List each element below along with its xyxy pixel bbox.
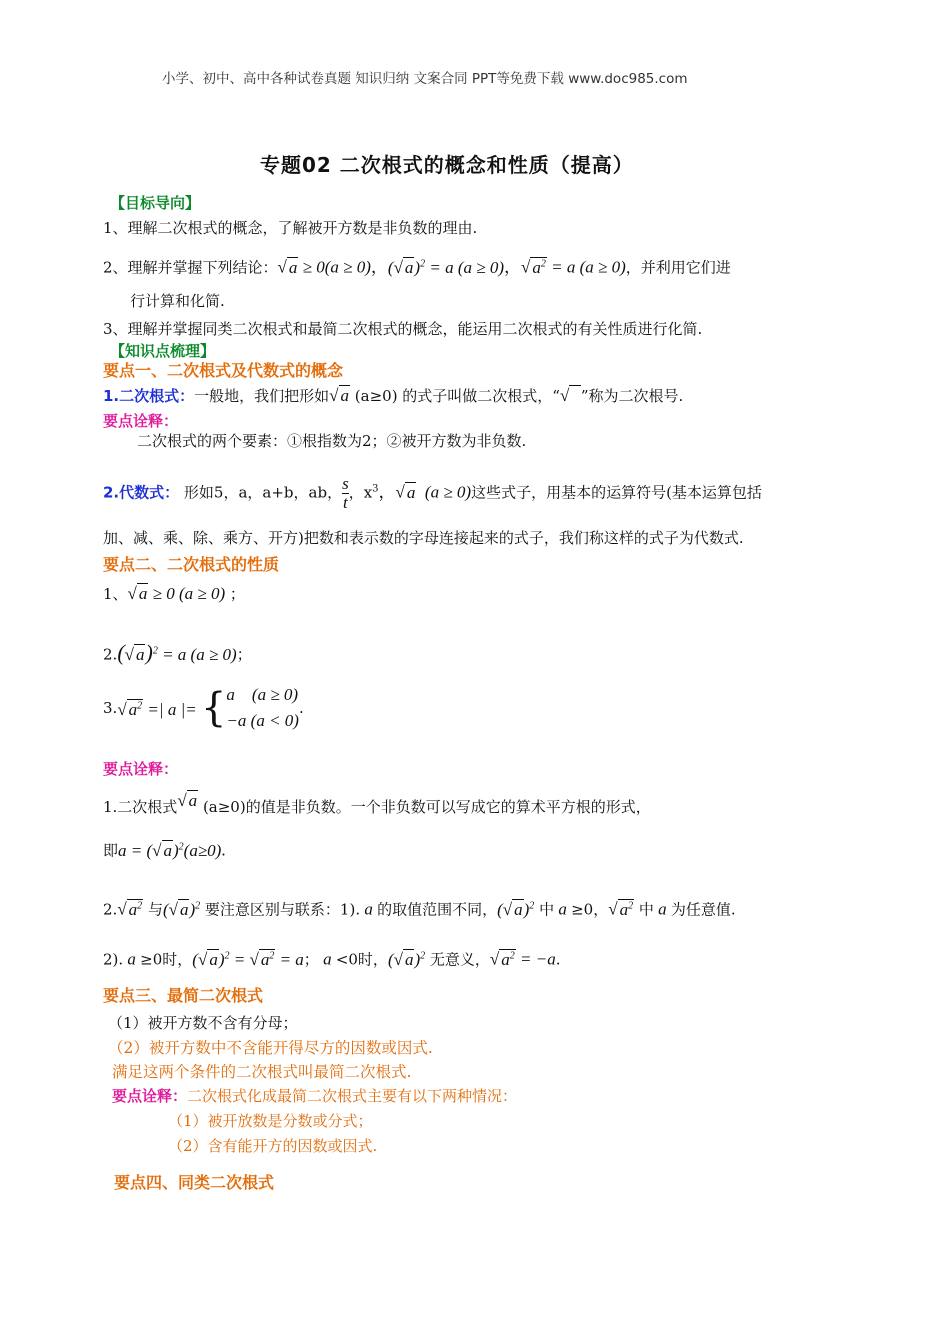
formula-sqrt-a-raised: √ a xyxy=(177,791,198,810)
situation-1: （1）被开放数是分数或分式； xyxy=(168,1112,373,1130)
explanation-3-text-c: ； xyxy=(303,950,319,969)
property-1 xyxy=(103,583,245,605)
section-2-heading: 要点二、二次根式的性质 xyxy=(103,555,280,574)
formula-fraction-s-over-t: $\frac{s}{t}$ xyxy=(342,474,349,512)
goal-3: 3、理解并掌握同类二次根式和最简二次根式的概念，能运用二次根式的有关性质进行化简. xyxy=(103,320,703,338)
definition-radical xyxy=(103,385,683,407)
knowledge-heading: 【知识点梳理】 xyxy=(110,342,216,360)
formula-sqrt-a: √ a xyxy=(329,386,349,405)
formula-a-as-square: a = (√ a)$^2$(a≥0) xyxy=(118,840,222,860)
formula-paren-sqrt-a-squared: (√ a)$^2$ xyxy=(162,899,201,919)
explanation-2-text-h: 为任意值. xyxy=(670,900,736,919)
section-2-note-label: 要点诠释： xyxy=(103,760,179,778)
definition-algebraic-text-a: 形如5，a，a+b，ab， xyxy=(183,483,343,502)
situation-2: （2）含有能开方的因数或因式. xyxy=(168,1137,378,1155)
explanation-3: 2). a ≥0时，(√ a)$^2$ = √ $a^2 = a$； a <0时，(√ a)$^2$ 无意义，√ $a^2 = -a$. xyxy=(103,949,561,969)
formula-property-3-cases: a (a ≥ 0) −a (a < 0) xyxy=(226,685,299,730)
definition-algebraic-label: 2.代数式： xyxy=(103,483,180,502)
explanation-1 xyxy=(103,788,651,820)
definition-radical-label: 1.二次根式： xyxy=(103,387,195,405)
explanation-2-text-a: 2. xyxy=(103,900,118,919)
formula-property-3-lhs: √ $a^2$ =| a |= xyxy=(117,699,201,719)
goal-2: 2、理解并掌握下列结论：√ a ≥ 0(a ≥ 0)，(√ a)$^2$ = a (a ≥ 0)，√ $a^2 = a$ (a ≥ 0)，并利用它们进 xyxy=(103,257,731,277)
formula-case-nonneg: (√ a)$^2$ = √ $a^2 = a$ xyxy=(192,949,304,969)
section-4-heading: 要点四、同类二次根式 xyxy=(114,1173,275,1192)
condition-1: （1）被开方数不含有分母； xyxy=(108,1014,298,1032)
goal-2-suffix: ，并利用它们进 xyxy=(625,258,731,277)
property-1-number: 1、 xyxy=(103,585,128,603)
property-3-end: . xyxy=(298,699,304,717)
page-header: 小学、初中、高中各种试卷真题 知识归纳 文案合同 PPT等免费下载 www.doc985.com xyxy=(162,71,688,87)
section-1-note-label: 要点诠释： xyxy=(103,412,179,430)
property-3-number: 3. xyxy=(103,699,118,717)
explanation-1-text-b: (a≥0)的值是非负数。一个非负数可以写成它的算术平方根的形式， xyxy=(202,798,651,816)
section-1-heading: 要点一、二次根式及代数式的概念 xyxy=(103,361,344,380)
explanation-2-text-g: 中 xyxy=(638,900,654,919)
section-3-note-label: 要点诠释： xyxy=(112,1087,188,1105)
property-2-number: 2. xyxy=(103,645,118,664)
condition-2: （2）被开方数中不含能开得尽方的因数或因式. xyxy=(108,1039,433,1057)
section-3-note-text: 二次根式化成最简二次根式主要有以下两种情况： xyxy=(187,1087,518,1105)
formula-sqrt-of-square: √ $a^2 = a$ (a ≥ 0) xyxy=(520,257,626,277)
definition-algebraic-text-b: ，x xyxy=(348,483,373,502)
explanation-3-text-b: ≥0时， xyxy=(140,950,193,969)
goal-2-continued: 行计算和化简. xyxy=(130,292,225,310)
explanation-1-text-c: 即 xyxy=(103,841,119,860)
explanation-2-text-d: 的取值范围不同， xyxy=(377,900,498,919)
formula-sqrt-a-condition: √ a (a ≥ 0) xyxy=(395,482,472,502)
property-2-end: ； xyxy=(236,645,252,664)
section-3-heading: 要点三、最简二次根式 xyxy=(103,986,264,1005)
cases-brace: { xyxy=(200,685,227,731)
explanation-2: 2.√ $a^2$ 与(√ a)$^2$ 要注意区别与联系：1). a 的取值范围不同，(√ a)$^2$ 中 a ≥0，√ $a^2$ 中 a 为任意值. xyxy=(103,899,736,919)
condition-summary: 满足这两个条件的二次根式叫最简二次根式. xyxy=(112,1063,412,1081)
goal-1: 1、理解二次根式的概念，了解被开方数是非负数的理由. xyxy=(103,219,478,237)
explanation-3-text-e: 无意义， xyxy=(429,950,490,969)
definition-radical-text-c: ”称为二次根号. xyxy=(580,387,684,405)
formula-property-1: √ a ≥ 0 (a ≥ 0) xyxy=(127,584,226,603)
definition-radical-text-b: (a≥0) 的式子叫做二次根式，“ xyxy=(354,387,560,405)
section-1-note-text: 二次根式的两个要素：①根指数为2；②被开方数为非负数. xyxy=(137,432,527,450)
definition-algebraic-continued: 加、减、乘、除、乘方、开方)把数和表示数的字母连接起来的式子，我们称这样的式子为代数式. xyxy=(103,529,744,547)
explanation-1-formula-line: 即a = (√ a)$^2$(a≥0). xyxy=(103,840,226,860)
explanation-1-text-a: 1.二次根式 xyxy=(103,798,178,816)
formula-case-neg-undefined: (√ a)$^2$ xyxy=(387,949,426,969)
explanation-3-text-a: 2). xyxy=(103,950,124,969)
formula-sqrt-a-squared: √ $a^2$ xyxy=(117,899,143,919)
property-1-end: ； xyxy=(229,585,245,603)
page-title: 专题02 二次根式的概念和性质（提高） xyxy=(260,153,634,177)
radical-sign-symbol: √ xyxy=(560,385,581,405)
property-3 xyxy=(103,682,304,734)
explanation-2-text-c: 要注意区别与联系：1). xyxy=(204,900,361,919)
explanation-3-text-f: . xyxy=(555,950,561,969)
definition-algebraic: 2.代数式： 形如5，a，a+b，ab， $\frac{s}{t}$ ，$x^3$，√ a (a ≥ 0)这些式子，用基本的运算符号(基本运算包括 xyxy=(103,474,762,512)
explanation-2-text-f: ≥0， xyxy=(571,900,609,919)
formula-sqrt-squared: (√ a)$^2$ = a (a ≥ 0) xyxy=(387,257,504,277)
formula-case-neg: √ $a^2 = -a$ xyxy=(489,949,556,969)
explanation-2-text-e: 中 xyxy=(539,900,555,919)
goal-2-prefix: 2、理解并掌握下列结论： xyxy=(103,258,278,277)
formula-sqrt-nonneg: √ a ≥ 0(a ≥ 0) xyxy=(277,257,371,277)
formula-property-2: (√ a)$^2$ = a (a ≥ 0) xyxy=(117,639,237,665)
explanation-3-text-d: <0时， xyxy=(335,950,388,969)
explanation-2-text-b: 与 xyxy=(147,900,163,919)
property-2 xyxy=(103,640,252,666)
definition-radical-text-a: 一般地，我们把形如 xyxy=(194,387,330,405)
goals-heading: 【目标导向】 xyxy=(110,194,201,212)
definition-algebraic-text-c: 这些式子，用基本的运算符号(基本运算包括 xyxy=(471,483,762,502)
section-3-note xyxy=(112,1085,517,1107)
